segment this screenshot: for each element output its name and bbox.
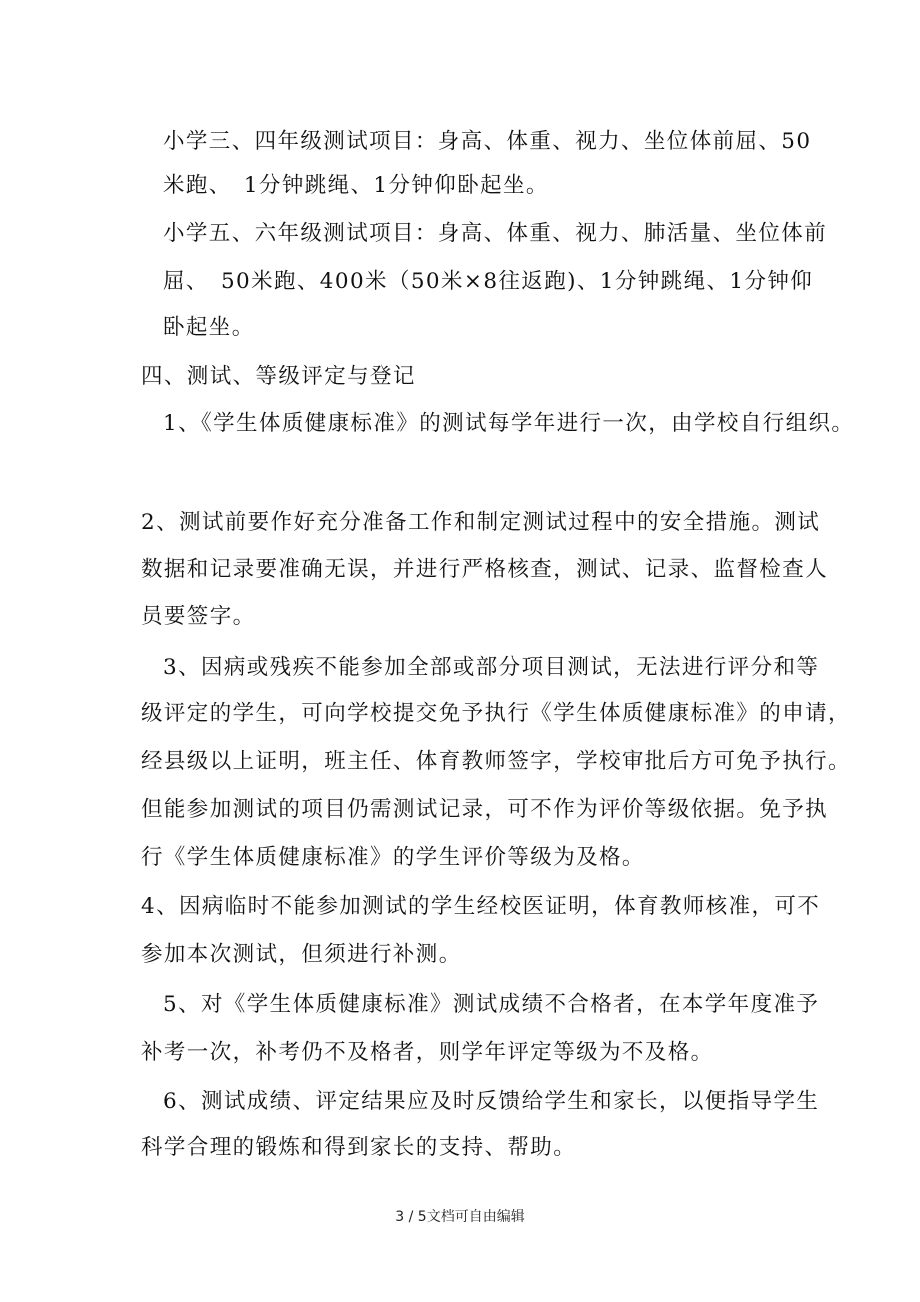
text-line: 数据和记录要准确无误，并进行严格核查，测试、记录、监督检查人 [141,557,829,582]
text-line: 级评定的学生，可向学校提交免予执行《学生体质健康标准》的申请， [141,701,851,726]
text-line: 屈、 50米跑、400米（50米×8往返跑)、1分钟跳绳、1分钟仰 [163,269,814,294]
text-line: 小学三、四年级测试项目：身高、体重、视力、坐位体前屈、50 [163,129,812,154]
section-heading: 四、测试、等级评定与登记 [141,364,416,389]
text-line: 米跑、 1分钟跳绳、1分钟仰卧起坐。 [163,173,549,198]
text-line: 2、测试前要作好充分准备工作和制定测试过程中的安全措施。测试 [141,510,821,535]
text-line: 1、《学生体质健康标准》的测试每学年进行一次，由学校自行组织。 [163,411,855,436]
text-line: 参加本次测试，但须进行补测。 [141,942,462,967]
text-line: 3、因病或残疾不能参加全部或部分项目测试，无法进行评分和等 [163,655,820,680]
text-line: 补考一次，补考仍不及格者，则学年评定等级为不及格。 [141,1040,714,1065]
text-line: 员要签字。 [141,604,256,629]
text-line: 6、测试成绩、评定结果应及时反馈给学生和家长，以便指导学生 [163,1089,820,1114]
text-line: 经县级以上证明，班主任、体育教师签字，学校审批后方可免予执行。 [141,749,851,774]
text-line: 4、因病临时不能参加测试的学生经校医证明，体育教师核准，可不 [141,894,821,919]
text-line: 卧起坐。 [163,315,255,340]
text-line: 行《学生体质健康标准》的学生评价等级为及格。 [141,845,645,870]
text-line: 但能参加测试的项目仍需测试记录，可不作为评价等级依据。免予执 [141,797,829,822]
text-line: 小学五、六年级测试项目：身高、体重、视力、肺活量、坐位体前 [163,221,828,246]
page-footer: 3 / 5文档可自由编辑 [395,1209,525,1225]
text-line: 科学合理的锻炼和得到家长的支持、帮助。 [141,1135,577,1160]
text-line: 5、对《学生体质健康标准》测试成绩不合格者，在本学年度准予 [163,992,820,1017]
